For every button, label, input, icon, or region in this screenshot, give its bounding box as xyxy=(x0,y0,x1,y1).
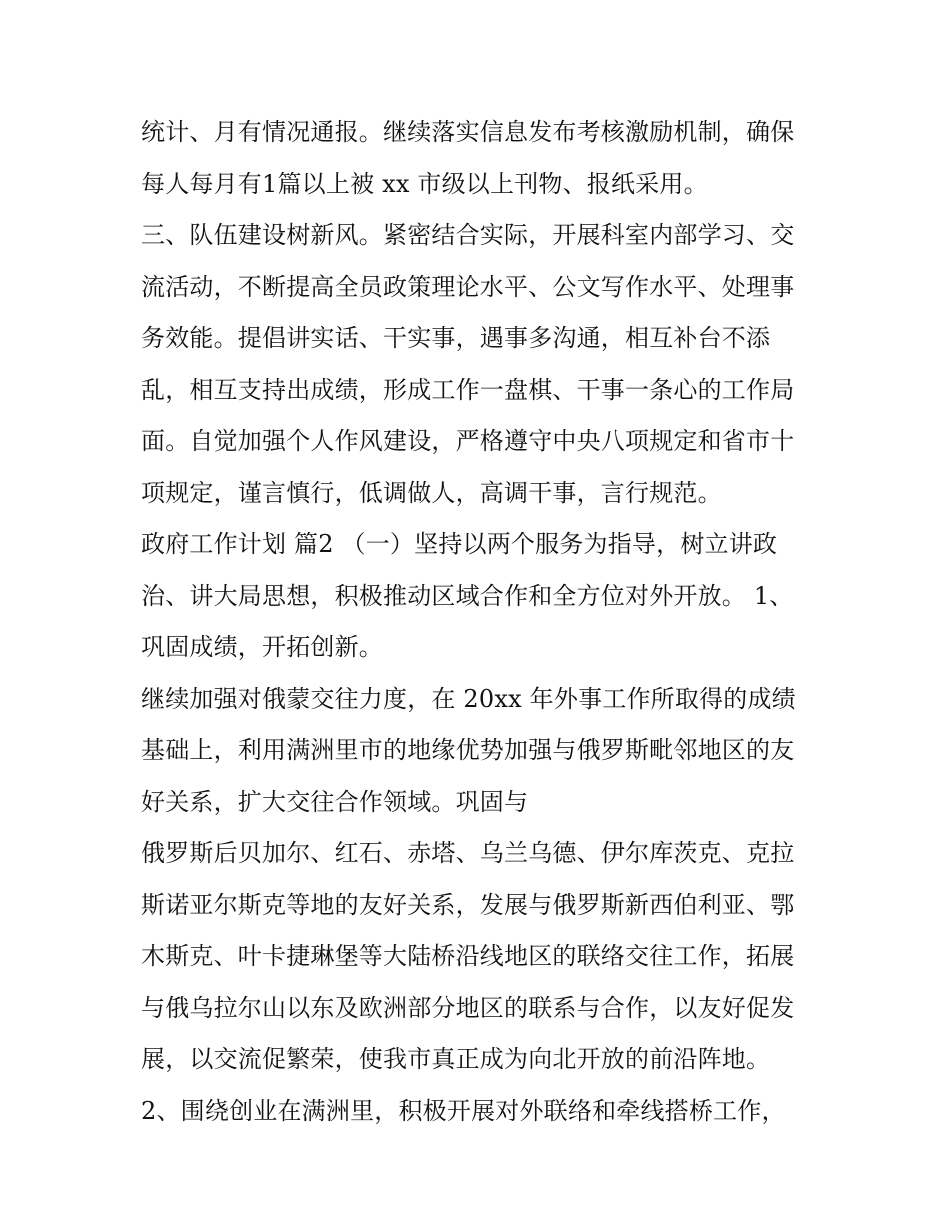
text-line: 统计、月有情况通报。继续落实信息发布考核激励机制，确保 xyxy=(141,118,795,146)
paragraph-russia-mongolia-relations xyxy=(141,674,821,829)
text-line: 政府工作计划 篇2 （一）坚持以两个服务为指导，树立讲政 xyxy=(141,530,778,558)
text-line: 继续加强对俄蒙交往力度，在 20xx 年外事工作所取得的成绩 xyxy=(141,684,796,713)
paragraph-work-plan-2 xyxy=(141,519,821,674)
text-line: 治、讲大局思想，积极推动区域合作和全方位对外开放。 1、 xyxy=(141,581,794,610)
text-line: 面。自觉加强个人作风建设，严格遵守中央八项规定和省市十 xyxy=(141,427,795,455)
text-line: 项规定，谨言慎行，低调做人，高调干事，言行规范。 xyxy=(141,478,722,507)
paragraph-team-building xyxy=(141,210,821,519)
text-line: 三、队伍建设树新风。紧密结合实际，开展科室内部学习、交 xyxy=(141,221,795,249)
document-body xyxy=(141,107,821,1137)
text-line: 好关系，扩大交往合作领域。巩固与 xyxy=(141,787,529,816)
text-line: 木斯克、叶卡捷琳堡等大陆桥沿线地区的联络交往工作，拓展 xyxy=(141,942,795,970)
paragraph-entrepreneurship xyxy=(141,1086,821,1138)
paragraph-info-assessment xyxy=(141,107,821,210)
text-line: 巩固成绩，开拓创新。 xyxy=(141,633,383,661)
text-line: 基础上，利用满洲里市的地缘优势加强与俄罗斯毗邻地区的友 xyxy=(141,736,795,764)
text-line: 俄罗斯后贝加尔、红石、赤塔、乌兰乌德、伊尔库茨克、克拉 xyxy=(141,839,795,867)
text-line: 2、围绕创业在满洲里，积极开展对外联络和牵线搭桥工作， xyxy=(141,1096,786,1125)
text-line: 展，以交流促繁荣，使我市真正成为向北开放的前沿阵地。 xyxy=(141,1045,771,1073)
text-line: 乱，相互支持出成绩，形成工作一盘棋、干事一条心的工作局 xyxy=(141,375,795,404)
text-line: 每人每月有1篇以上被 xx 市级以上刊物、报纸采用。 xyxy=(141,169,708,198)
paragraph-friendly-regions xyxy=(141,828,821,1086)
text-line: 流活动，不断提高全员政策理论水平、公文写作水平、处理事 xyxy=(141,272,795,301)
text-line: 务效能。提倡讲实话、干实事，遇事多沟通，相互补台不添 xyxy=(141,324,771,352)
text-line: 斯诺亚尔斯克等地的友好关系，发展与俄罗斯新西伯利亚、鄂 xyxy=(141,890,795,919)
text-line: 与俄乌拉尔山以东及欧洲部分地区的联系与合作，以友好促发 xyxy=(141,993,795,1022)
